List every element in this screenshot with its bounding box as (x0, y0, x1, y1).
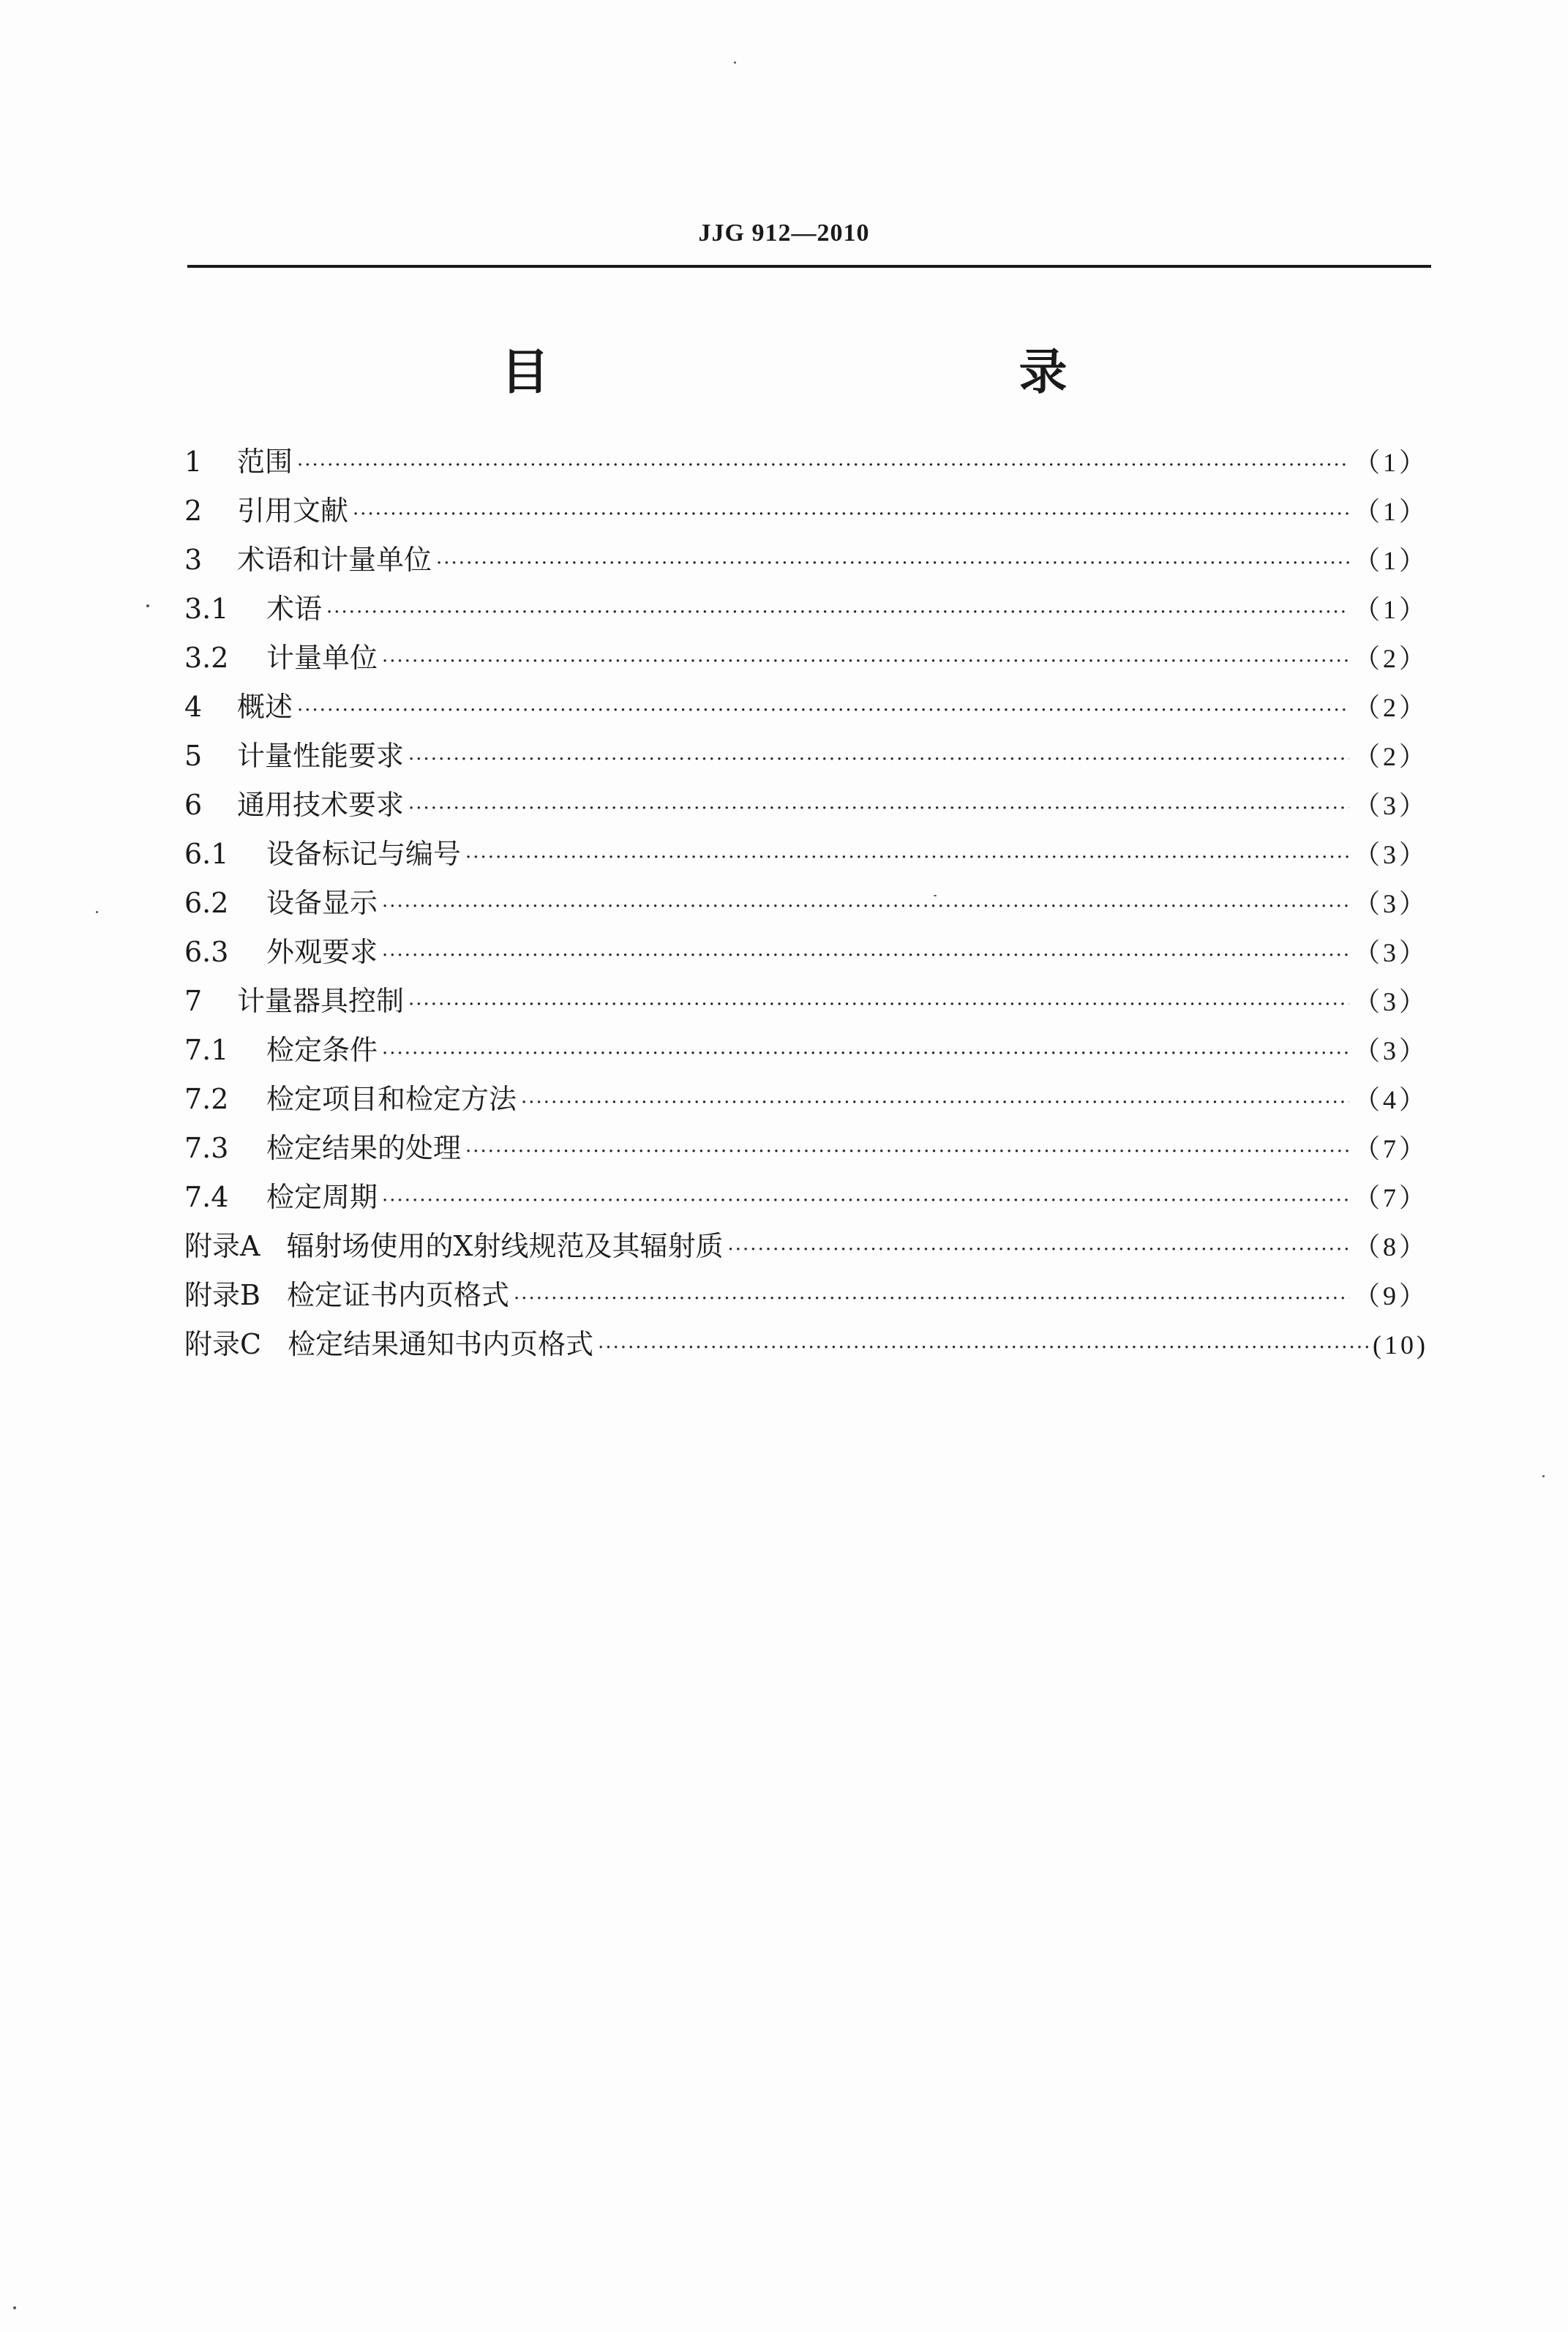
toc-entry[interactable] (184, 1222, 1428, 1271)
toc-entry-page: （3） (1353, 840, 1428, 869)
toc-dot-leader (465, 1128, 1349, 1177)
toc-entry-page: （1） (1353, 448, 1428, 477)
toc-dot-leader (382, 1177, 1349, 1226)
toc-entry[interactable] (184, 438, 1428, 487)
toc-entry-number: 7 (184, 985, 203, 1017)
toc-entry-title: 检定结果通知书内页格式 (288, 1328, 594, 1360)
toc-dot-leader (465, 833, 1349, 882)
toc-entry-number: 4 (184, 691, 203, 723)
toc-dot-leader (408, 735, 1349, 784)
toc-entry[interactable] (184, 634, 1428, 683)
toc-dot-leader (598, 1324, 1368, 1373)
toc-dot-leader (353, 490, 1349, 539)
toc-entry-title: 计量性能要求 (237, 740, 405, 772)
toc-entry[interactable] (184, 683, 1428, 732)
scan-speck (96, 911, 98, 913)
toc-dot-leader (326, 588, 1349, 637)
toc-entry-number: 2 (184, 495, 203, 527)
toc-dot-leader (382, 931, 1349, 981)
toc-entry-number: 7.1 (184, 1034, 229, 1066)
toc-entry[interactable] (184, 1124, 1428, 1173)
toc-dot-leader (728, 1226, 1349, 1275)
toc-dot-leader (382, 882, 1349, 931)
toc-entry-number: 7.2 (184, 1083, 229, 1115)
toc-entry-title: 外观要求 (266, 936, 378, 968)
toc-dot-leader (382, 1030, 1349, 1079)
toc-entry-page: （2） (1353, 644, 1428, 673)
toc-entry-number: 6.1 (184, 838, 229, 870)
toc-entry[interactable] (184, 1320, 1428, 1369)
toc-entry[interactable] (184, 1173, 1428, 1222)
toc-entry[interactable] (184, 879, 1428, 928)
toc-entry-title: 术语 (266, 593, 323, 625)
toc-entry-number: 6.3 (184, 936, 229, 968)
toc-entry-title: 设备标记与编号 (266, 838, 462, 870)
toc-dot-leader (297, 441, 1349, 490)
toc-entry-number: 3.2 (184, 642, 229, 674)
standard-code: JJG 912—2010 (698, 220, 870, 247)
toc-entry-title: 检定条件 (266, 1034, 378, 1066)
toc-entry-title: 辐射场使用的X射线规范及其辐射质 (286, 1230, 724, 1262)
toc-entry[interactable] (184, 732, 1428, 781)
toc-entry-title: 检定证书内页格式 (286, 1279, 509, 1311)
scan-speck (934, 895, 937, 896)
toc-entry-number: 附录B (184, 1279, 260, 1311)
toc-entry-page: （3） (1353, 987, 1428, 1016)
toc-entry-number: 6 (184, 789, 203, 821)
toc-entry-page: （3） (1353, 791, 1428, 820)
toc-entry-title: 检定周期 (266, 1181, 378, 1213)
toc-entry-number: 3.1 (184, 593, 229, 625)
toc-entry-page: （8） (1353, 1232, 1428, 1261)
toc-entry-number: 7.4 (184, 1181, 229, 1213)
toc-entry-page: （4） (1353, 1085, 1428, 1114)
table-of-contents (184, 438, 1428, 1369)
toc-entry-page: （1） (1353, 595, 1428, 624)
toc-entry-page: （7） (1353, 1134, 1428, 1163)
toc-dot-leader (382, 637, 1349, 686)
toc-entry-page: （3） (1353, 889, 1428, 918)
toc-entry-page: （9） (1353, 1281, 1428, 1311)
toc-entry[interactable] (184, 781, 1428, 830)
toc-entry-page: （3） (1353, 938, 1428, 967)
toc-entry-title: 设备显示 (266, 887, 378, 919)
toc-entry-page: (10) (1373, 1330, 1428, 1360)
toc-entry-page: （2） (1353, 742, 1428, 771)
toc-dot-leader (297, 686, 1349, 735)
toc-entry-number: 附录C (184, 1328, 262, 1360)
toc-entry-title: 概述 (237, 691, 293, 723)
toc-entry-page: （1） (1353, 546, 1428, 575)
toc-dot-leader (521, 1079, 1349, 1128)
page-title: 目 录 (500, 344, 1192, 400)
scan-speck (146, 604, 149, 607)
toc-entry[interactable] (184, 487, 1428, 536)
toc-entry-title: 检定结果的处理 (266, 1132, 462, 1164)
toc-entry-number: 6.2 (184, 887, 229, 919)
header-rule (187, 265, 1431, 268)
toc-entry[interactable] (184, 536, 1428, 585)
toc-entry-page: （7） (1353, 1183, 1428, 1212)
toc-dot-leader (514, 1275, 1349, 1324)
toc-entry-title: 引用文献 (237, 495, 349, 527)
toc-entry-title: 检定项目和检定方法 (266, 1083, 517, 1115)
toc-entry-page: （1） (1353, 497, 1428, 526)
scan-speck (13, 2306, 16, 2309)
toc-entry-number: 7.3 (184, 1132, 229, 1164)
toc-entry-title: 计量器具控制 (237, 985, 405, 1017)
toc-dot-leader (408, 784, 1349, 833)
toc-entry-number: 3 (184, 544, 203, 576)
toc-entry-title: 计量单位 (266, 642, 378, 674)
toc-entry[interactable] (184, 1026, 1428, 1075)
toc-entry-title: 范围 (237, 446, 293, 478)
toc-entry[interactable] (184, 928, 1428, 977)
scan-speck (734, 61, 736, 64)
toc-entry[interactable] (184, 1075, 1428, 1124)
toc-entry-page: （2） (1353, 693, 1428, 722)
toc-entry-number: 1 (184, 446, 203, 478)
toc-entry[interactable] (184, 977, 1428, 1026)
scan-speck (1542, 1475, 1545, 1477)
toc-entry[interactable] (184, 585, 1428, 634)
toc-entry-number: 附录A (184, 1230, 260, 1262)
toc-entry-page: （3） (1353, 1036, 1428, 1065)
toc-entry[interactable] (184, 1271, 1428, 1320)
toc-entry[interactable] (184, 830, 1428, 879)
toc-entry-title: 通用技术要求 (237, 789, 405, 821)
toc-entry-number: 5 (184, 740, 203, 772)
toc-dot-leader (408, 981, 1349, 1030)
toc-entry-title: 术语和计量单位 (237, 544, 432, 576)
toc-dot-leader (436, 539, 1349, 588)
